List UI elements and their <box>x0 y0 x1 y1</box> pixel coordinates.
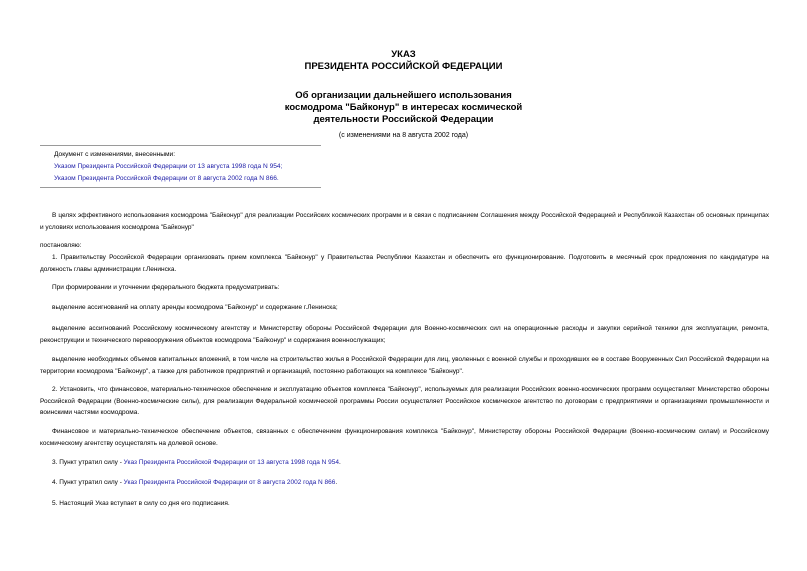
item-4-suffix: . <box>335 479 338 486</box>
decree-subject <box>0 90 807 126</box>
item-4-repeal-link[interactable]: Указ Президента Российской Федерации от 8 августа 2002 года N 866 <box>123 479 336 486</box>
item-2-paragraph: 2. Установить, что финансовое, материально-техническое обеспечение и эксплуатацию объектов комплекса "Байконур", используемых для реализации Российских военно-космических программ осуществляет Министерство обороны Российской Федерации (Военно-космические силы), для реализации Федеральной космической программы России осуществляет Российское космическое агентство по договорам с предприятиями и организациями промышленности и воинскими частями космодрома. <box>40 386 769 416</box>
item-4-prefix: 4. Пункт утратил силу - <box>52 479 124 486</box>
amendment-link-1998[interactable]: Указом Президента Российской Федерации от 13 августа 1998 года N 954; <box>54 163 283 170</box>
amendments-box <box>54 149 354 185</box>
budget-intro-paragraph: При формировании и уточнении федерального бюджета предусматривать: <box>52 284 280 291</box>
item-5-paragraph: 5. Настоящий Указ вступает в силу со дня его подписания. <box>52 500 230 507</box>
item-3-prefix: 3. Пункт утратил силу - <box>52 459 124 466</box>
preamble-paragraph: В целях эффективного использования космодрома "Байконур" для реализации Российских космических программ и в связи с подписанием Соглашения между Российской Федерацией и Республикой Казахстан об основных принципах и условиях использования космодрома "Байконур" <box>40 212 769 231</box>
item-3-repeal-link[interactable]: Указ Президента Российской Федерации от 13 августа 1998 года N 954 <box>123 459 340 466</box>
item-3-suffix: . <box>339 459 341 466</box>
amendments-bottom-divider <box>40 187 321 188</box>
decree-title: УКАЗ <box>391 49 416 60</box>
decree-heading <box>0 49 807 73</box>
amendments-intro: Документ с изменениями, внесенными: <box>54 151 176 158</box>
budget-item-1: выделение ассигнований на оплату аренды космодрома "Байконур" и содержание г.Ленинска; <box>52 304 338 311</box>
item-4-paragraph <box>40 477 769 489</box>
item-2-financing-paragraph: Финансовое и материально-техническое обеспечение объектов, связанных с обеспечением функционирования комплекса "Байконур", Министерству обороны Российской Федерации (Военно-космическим силам) и Российскому космическому агентству осуществлять на долевой основе. <box>40 428 769 447</box>
budget-item-3: выделение необходимых объемов капитальных вложений, в том числе на строительство жилья в Российской Федерации для лиц, уволенных с военной службы и проходивших ее в составе Вооруженных Сил Российской Федерации на территории космодрома "Байконур", а также для работников предприятий и организаций, постоянно работающих на комплексе "Байконур". <box>40 356 769 375</box>
decree-issuer: ПРЕЗИДЕНТА РОССИЙСКОЙ ФЕДЕРАЦИИ <box>304 61 503 72</box>
edition-note: (с изменениями на 8 августа 2002 года) <box>338 132 469 139</box>
subject-line-2: космодрома "Байконур" в интересах космической <box>284 102 523 113</box>
item-1-paragraph: 1. Правительству Российской Федерации организовать прием комплекса "Байконур" у Правительства Республики Казахстан и обеспечить его функционирование. Подготовить в месячный срок предложения по кандидатуре на должность главы администрации г.Ленинска. <box>40 254 769 273</box>
resolve-text: постановляю: <box>40 242 82 249</box>
budget-item-2: выделение ассигнований Российскому космическому агентству и Министерству обороны Российской Федерации для Военно-космических сил на операционные расходы и закупки серийной техники для эксплуатации, ремонта, реконструкции и технического перевооружения объектов космодрома "Байконур" и содержания военнослужащих; <box>40 325 769 344</box>
subject-line-1: Об организации дальнейшего использования <box>295 90 512 101</box>
subject-line-3: деятельности Российской Федерации <box>313 114 494 125</box>
amendments-top-divider <box>40 145 321 146</box>
amendment-link-2002[interactable]: Указом Президента Российской Федерации от 8 августа 2002 года N 866. <box>54 175 279 182</box>
item-3-paragraph <box>40 457 769 469</box>
